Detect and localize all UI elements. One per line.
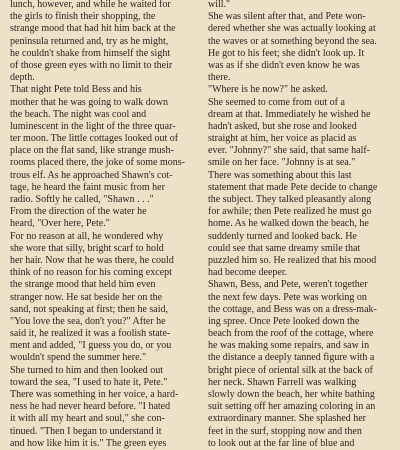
right-column-text-line: the next few days. Pete was working on [208, 291, 367, 303]
left-column-text-line: it with all my heart and soul," she con- [10, 413, 165, 425]
right-column-text-line: He got to his feet; she didn't look up. It [208, 47, 365, 59]
left-column-text-line: That night Pete told Bess and his [10, 84, 142, 96]
right-column-text-line: the subject. They talked pleasantly along [208, 194, 372, 205]
left-column-text-line: the beach. The night was cool and [10, 108, 147, 120]
left-column-text-line: lunch, however, and while he waited for [10, 0, 171, 10]
right-column-text-line: the waves or at something beyond the sea. [208, 35, 377, 47]
right-column-text-line: puzzled him so. He realized that his mood [208, 254, 377, 266]
left-column-text-line: mother that he was going to walk down [10, 96, 169, 108]
right-column-text-line: slowly down the beach, her white bathing [208, 389, 375, 400]
right-column-text-line: ever. "Johnny?" she said, that same half- [208, 145, 371, 157]
right-column-text-line: dream at that. Immediately he wished he [208, 108, 371, 120]
left-column-text-line: her hair. Now that he was there, he could [10, 254, 174, 266]
right-column-text-line: home. As he walked down the beach, he [208, 218, 369, 230]
left-column-text-line: She turned to him and then looked out [10, 364, 164, 376]
left-column-text-line: luminescent in the light of the three quar- [10, 120, 176, 132]
right-column-text-line: statement that made Pete decide to change [208, 181, 378, 193]
right-column-text-line: There was something about this last [208, 169, 352, 181]
right-column-text-line: will." [208, 0, 231, 10]
right-column-text-line: smile on her face. "Johnny is at sea." [208, 157, 356, 169]
left-column-text-line: and how like him it is." The green eyes [10, 437, 167, 449]
left-column-text-line: he couldn't shake from himself the sight [10, 47, 171, 59]
left-column-text-line: wouldn't spend the summer here." [10, 352, 147, 364]
right-column-text-line: had become deeper. [208, 267, 288, 279]
right-column-text-line: extraordinary manner. She splashed her [208, 413, 367, 425]
right-column-text-line: for awhile; then Pete realized he must go [208, 206, 372, 218]
left-column-text-line: she wore that silly, bright scarf to hold [10, 242, 164, 254]
left-column-text-line: For no reason at all, he wondered why [10, 230, 164, 242]
left-column-text-line: said it, he realized it was a foolish state- [10, 328, 171, 340]
right-column-text-line: suddenly turned and looked back. He [208, 230, 357, 242]
left-column-text-line: radio. Softly he called, "Shawn . . ." [10, 194, 154, 205]
left-column-text-line: "You love the sea, don't you?" After he [10, 315, 166, 327]
right-column-text-line: feet in the surf, stopping now and then [208, 425, 362, 437]
left-column-text-line: strange mood that had hit him back at the [10, 23, 176, 35]
left-column-text-line: the girls to finish their shopping, the [10, 11, 156, 23]
right-column-text-line: Shawn, Bess, and Pete, weren't together [208, 279, 368, 291]
left-column-text-line: From the direction of the water he [10, 206, 147, 218]
right-text-column [208, 0, 390, 450]
right-column-text-line: dered whether she was actually looking at [208, 23, 376, 35]
left-column-text-line: heard, "Over here, Pete." [10, 218, 110, 230]
left-column-text-line: tage, he heard the faint music from her [10, 181, 165, 193]
right-column-text-line: was as if she didn't even know he was [208, 59, 360, 71]
right-column-text-line: could see that same dreamy smile that [208, 242, 361, 254]
left-column-text-line: sand, not speaking at first; then he said, [10, 303, 169, 315]
left-column-text-line: of those green eyes with no limit to their [10, 59, 173, 71]
right-column-text-line: her neck. Shawn Farrell was walking [208, 376, 357, 388]
right-column-text-line: She seemed to come from out of a [208, 96, 345, 108]
left-column-text-line: tinued. "Then I began to understand it [10, 425, 162, 437]
right-column-text-line: there. [208, 72, 231, 84]
right-column-text-line: suit setting off her amazing coloring in an [208, 401, 376, 413]
right-column-text-line: bright piece of oriental silk at the back of [208, 364, 373, 376]
left-column-text-line: the strange mood that held him even [10, 279, 156, 291]
left-column-text-line: trous elf. As he approached Shawn's cot- [10, 169, 173, 181]
left-column-text-line: peninsula returned and, try as he might, [10, 35, 169, 47]
right-column-text-line: he was making some repairs, and saw in [208, 340, 370, 352]
left-column-text-line: ness he had never heard before. "I hated [10, 401, 171, 413]
right-column-text-line: ing spree. Once Pete looked down the [208, 315, 360, 327]
left-column-text-line: depth. [10, 72, 35, 84]
right-column-text-line: the cottage, and Bess was on a dress-mak- [208, 303, 377, 315]
right-column-text-line: hadn't asked, but she rose and looked [208, 120, 357, 132]
right-column-text-line: "Where is he now?" he asked. [208, 84, 328, 96]
right-column-text-line: She was silent after that, and Pete won- [208, 11, 366, 23]
left-column-text-line: place on the flat sand, like strange mush- [10, 145, 174, 157]
left-column-text-line: ter moon. The little cottages looked out of [10, 133, 179, 145]
right-column-text-line: beach from the roof of the cottage, where [208, 328, 374, 340]
left-text-column [10, 0, 192, 450]
left-column-text-line: rooms placed there, the joke of some mons- [10, 157, 185, 169]
left-column-text-line: ment and added, "I guess you do, or you [10, 340, 172, 352]
left-column-text-line: stranger now. He sat beside her on the [10, 291, 163, 303]
left-column-text-line: think of no reason for his coming except [10, 267, 172, 279]
right-column-text-line: to look out at the far line of blue and [208, 437, 355, 449]
left-column-text-line: toward the sea, "I used to hate it, Pete." [10, 376, 168, 388]
right-column-text-line: straight at him, her voice as placid as [208, 133, 357, 145]
left-column-text-line: There was something in her voice, a hard- [10, 389, 179, 400]
right-column-text-line: the distance a deeply tanned figure with a [208, 352, 375, 364]
